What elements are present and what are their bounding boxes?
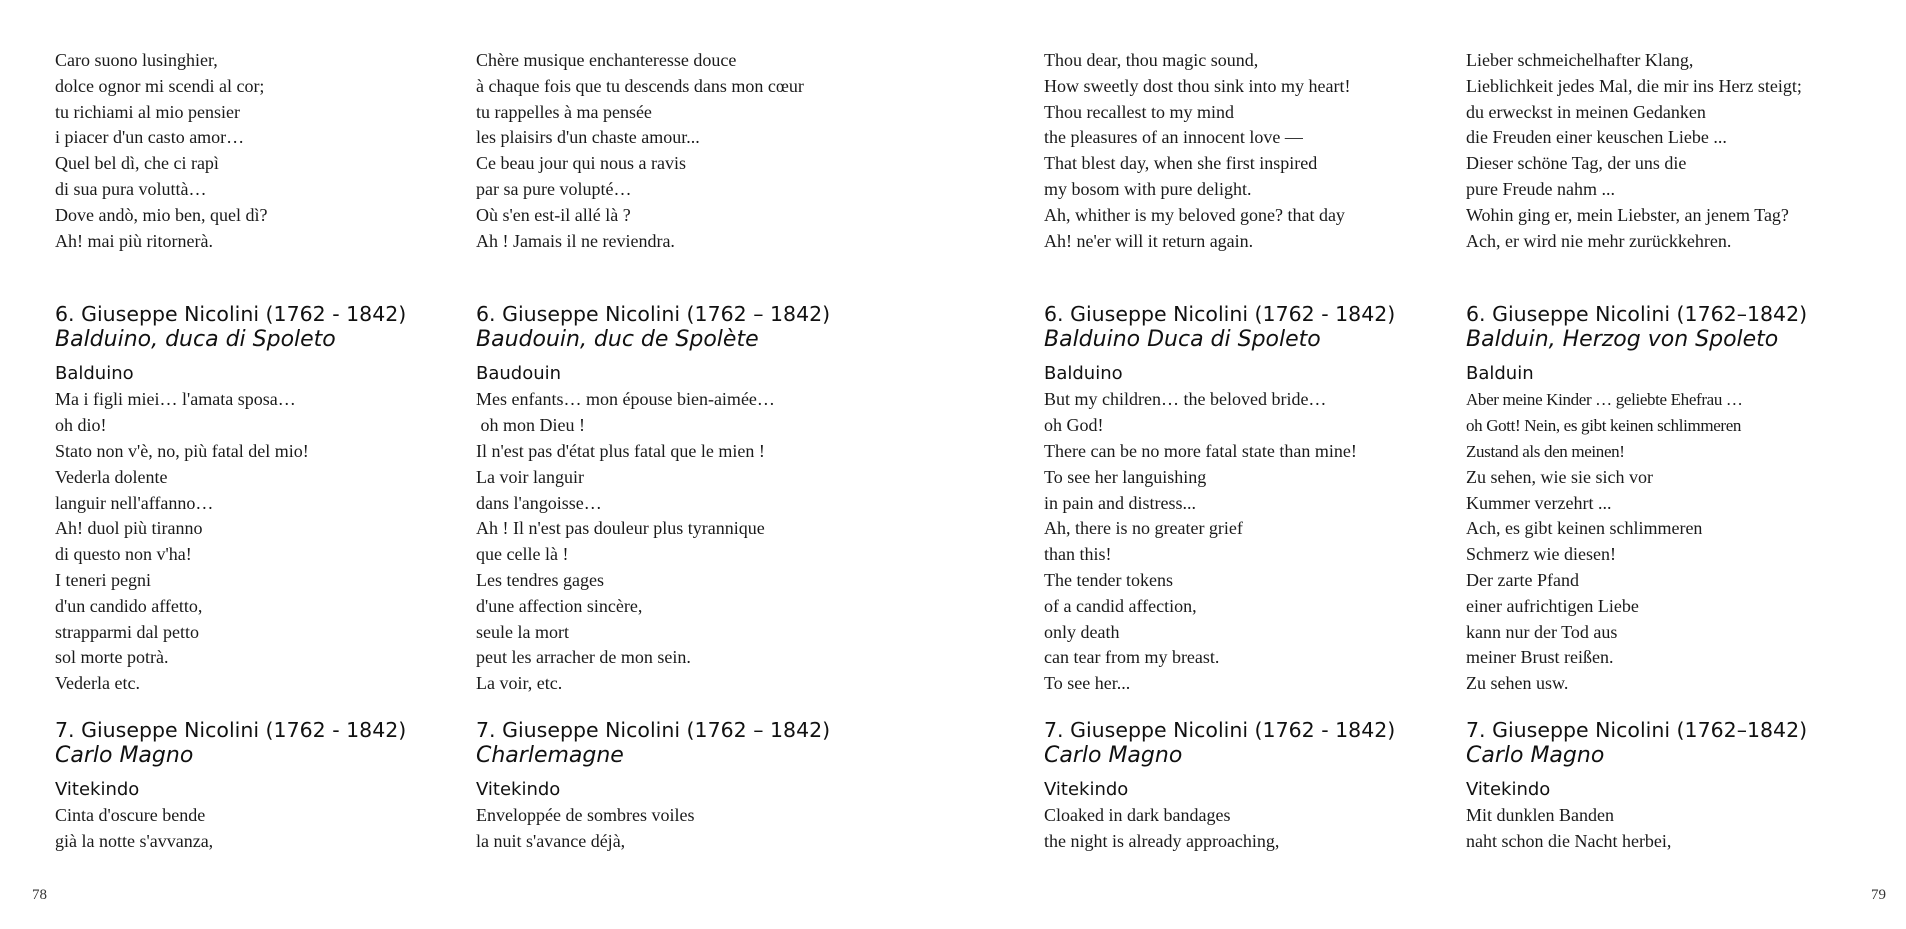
opera-title: Baudouin, duc de Spolète: [476, 327, 759, 353]
column-french: [476, 48, 876, 855]
role-name: Vitekindo: [1044, 778, 1129, 800]
section-heading: 6. Giuseppe Nicolini (1762–1842): [1466, 302, 1808, 327]
verse-line: que celle là !: [476, 544, 569, 565]
verse-line: Ach, es gibt keinen schlimmeren: [1466, 518, 1703, 539]
section-7: [1466, 717, 1866, 855]
verse-line: of a candid affection,: [1044, 595, 1197, 616]
verse-line: Ma i figli miei… l'amata sposa…: [55, 389, 296, 410]
verse-line: How sweetly dost thou sink into my heart!: [1044, 75, 1351, 96]
verse-line: than this!: [1044, 544, 1112, 565]
verse-line: Lieblichkeit jedes Mal, die mir ins Herz steigt;: [1466, 75, 1802, 96]
verse-line: Aber meine Kinder … geliebte Ehefrau …: [1466, 390, 1743, 410]
verse-line: Ah, there is no greater grief: [1044, 518, 1243, 539]
verse-line: Stato non v'è, no, più fatal del mio!: [55, 440, 309, 461]
verse-line: par sa pure volupté…: [476, 178, 632, 199]
verse-line: pure Freude nahm ...: [1466, 178, 1615, 199]
opera-title: Carlo Magno: [1466, 742, 1605, 768]
verse-line: oh God!: [1044, 415, 1104, 436]
verse-line: di sua pura voluttà…: [55, 178, 207, 199]
section-6: [1044, 301, 1444, 697]
section-heading: 6. Giuseppe Nicolini (1762 - 1842): [1044, 302, 1396, 327]
role-name: Vitekindo: [1466, 778, 1551, 800]
section-6: [476, 301, 876, 697]
verse-line: the night is already approaching,: [1044, 830, 1280, 851]
role-name: Balduin: [1466, 363, 1534, 385]
section-heading: 6. Giuseppe Nicolini (1762 – 1842): [476, 302, 831, 327]
verse-line: Kummer verzehrt ...: [1466, 492, 1612, 513]
verse-line: Zustand als den meinen!: [1466, 441, 1625, 461]
role-name: Baudouin: [476, 363, 562, 385]
verse-line: Vederla etc.: [55, 673, 140, 694]
verse-line: Quel bel dì, che ci rapì: [55, 153, 219, 174]
verse-line: naht schon die Nacht herbei,: [1466, 830, 1672, 851]
verse-line: tu richiami al mio pensier: [55, 101, 240, 122]
section-heading: 7. Giuseppe Nicolini (1762 – 1842): [476, 717, 831, 742]
verse-line: Cloaked in dark bandages: [1044, 804, 1231, 825]
verse-line: The tender tokens: [1044, 569, 1173, 590]
section-heading: 6. Giuseppe Nicolini (1762 - 1842): [55, 302, 407, 327]
verse-line: à chaque fois que tu descends dans mon cœur: [476, 75, 804, 96]
verse-line: languir nell'affanno…: [55, 492, 214, 513]
verse-line: di questo non v'ha!: [55, 544, 192, 565]
section-6: [1466, 301, 1866, 697]
verse-line: Mit dunklen Banden: [1466, 804, 1614, 825]
verse-line: la nuit s'avance déjà,: [476, 830, 626, 851]
section-heading: 7. Giuseppe Nicolini (1762 - 1842): [55, 717, 407, 742]
verse-line: To see her...: [1044, 673, 1131, 694]
section-7: [55, 717, 455, 855]
verse-line: Der zarte Pfand: [1466, 569, 1579, 590]
opera-title: Carlo Magno: [1044, 742, 1183, 768]
verse-line: Thou recallest to my mind: [1044, 101, 1234, 122]
verse-line: La voir languir: [476, 466, 584, 487]
verse-line: Chère musique enchanteresse douce: [476, 50, 737, 70]
opera-title: Charlemagne: [476, 742, 624, 768]
section-7: [476, 717, 876, 855]
verse-line: Ah ! Il n'est pas douleur plus tyrannique: [476, 518, 765, 539]
role-name: Balduino: [1044, 363, 1123, 385]
verse-line: I teneri pegni: [55, 569, 151, 590]
verse-line: Dove andò, mio ben, quel dì?: [55, 204, 268, 225]
verse-line: Ach, er wird nie mehr zurückkehren.: [1466, 230, 1732, 251]
verse-line: meiner Brust reißen.: [1466, 647, 1614, 668]
verse-line: my bosom with pure delight.: [1044, 178, 1252, 199]
section-heading: 7. Giuseppe Nicolini (1762–1842): [1466, 717, 1808, 742]
verse-line: les plaisirs d'un chaste amour...: [476, 127, 700, 148]
opera-title: Balduino Duca di Spoleto: [1044, 327, 1321, 353]
verse-line: du erweckst in meinen Gedanken: [1466, 101, 1706, 122]
page-number-left: 78: [32, 887, 47, 903]
opera-title: Balduino, duca di Spoleto: [55, 327, 336, 353]
opera-title: Carlo Magno: [55, 742, 194, 768]
verse-line: Mes enfants… mon épouse bien-aimée…: [476, 389, 775, 410]
intro-verse: [1044, 48, 1444, 254]
verse-line: sol morte potrà.: [55, 647, 169, 668]
verse-line: the pleasures of an innocent love —: [1044, 127, 1303, 148]
verse-line: Schmerz wie diesen!: [1466, 544, 1616, 565]
verse-line: There can be no more fatal state than mine!: [1044, 440, 1357, 461]
verse-line: strapparmi dal petto: [55, 621, 199, 642]
verse-line: Les tendres gages: [476, 569, 604, 590]
section-6: [55, 301, 455, 697]
verse-line: tu rappelles à ma pensée: [476, 101, 652, 122]
verse-line: Dieser schöne Tag, der uns die: [1466, 153, 1687, 174]
verse-line: in pain and distress...: [1044, 492, 1196, 513]
verse-line: d'une affection sincère,: [476, 595, 643, 616]
verse-line: oh dio!: [55, 415, 107, 436]
verse-line: That blest day, when she first inspired: [1044, 153, 1318, 174]
intro-verse: [476, 48, 876, 254]
verse-line: Cinta d'oscure bende: [55, 804, 206, 825]
verse-line: Ah! duol più tiranno: [55, 518, 203, 539]
role-name: Vitekindo: [55, 778, 140, 800]
verse-line: Zu sehen, wie sie sich vor: [1466, 466, 1653, 487]
verse-line: Thou dear, thou magic sound,: [1044, 50, 1259, 70]
verse-line: i piacer d'un casto amor…: [55, 127, 245, 148]
verse-line: Il n'est pas d'état plus fatal que le mien !: [476, 440, 765, 461]
verse-line: già la notte s'avvanza,: [55, 830, 214, 851]
column-italian: [55, 48, 455, 855]
verse-line: dolce ognor mi scendi al cor;: [55, 75, 265, 96]
verse-line: d'un candido affetto,: [55, 595, 203, 616]
section-7: [1044, 717, 1444, 855]
verse-line: Ce beau jour qui nous a ravis: [476, 153, 686, 174]
intro-verse: [55, 48, 455, 254]
verse-line: die Freuden einer keuschen Liebe ...: [1466, 127, 1727, 148]
verse-line: Ah ! Jamais il ne reviendra.: [476, 230, 675, 251]
role-name: Vitekindo: [476, 778, 561, 800]
verse-line: seule la mort: [476, 621, 569, 642]
verse-line: But my children… the beloved bride…: [1044, 389, 1327, 410]
verse-line: oh mon Dieu !: [476, 415, 585, 436]
verse-line: can tear from my breast.: [1044, 647, 1220, 668]
verse-line: kann nur der Tod aus: [1466, 621, 1618, 642]
column-german: [1466, 48, 1866, 855]
section-heading: 7. Giuseppe Nicolini (1762 - 1842): [1044, 717, 1396, 742]
verse-line: Lieber schmeichelhafter Klang,: [1466, 50, 1694, 70]
verse-line: Ah! ne'er will it return again.: [1044, 230, 1254, 251]
column-english: [1044, 48, 1444, 855]
verse-line: Caro suono lusinghier,: [55, 50, 218, 70]
verse-line: dans l'angoisse…: [476, 492, 602, 513]
verse-line: peut les arracher de mon sein.: [476, 647, 691, 668]
verse-line: Enveloppée de sombres voiles: [476, 804, 695, 825]
opera-title: Balduin, Herzog von Spoleto: [1466, 327, 1779, 353]
role-name: Balduino: [55, 363, 134, 385]
verse-line: oh Gott! Nein, es gibt keinen schlimmeren: [1466, 416, 1742, 436]
page-number-right: 79: [1871, 887, 1886, 903]
intro-verse: [1466, 48, 1866, 254]
verse-line: Wohin ging er, mein Liebster, an jenem Tag?: [1466, 204, 1789, 225]
verse-line: To see her languishing: [1044, 466, 1207, 487]
verse-line: Ah, whither is my beloved gone? that day: [1044, 204, 1345, 225]
verse-line: La voir, etc.: [476, 673, 563, 694]
verse-line: Vederla dolente: [55, 466, 168, 487]
verse-line: Zu sehen usw.: [1466, 673, 1569, 694]
verse-line: einer aufrichtigen Liebe: [1466, 595, 1639, 616]
verse-line: Où s'en est-il allé là ?: [476, 204, 631, 225]
verse-line: only death: [1044, 621, 1120, 642]
verse-line: Ah! mai più ritornerà.: [55, 230, 213, 251]
